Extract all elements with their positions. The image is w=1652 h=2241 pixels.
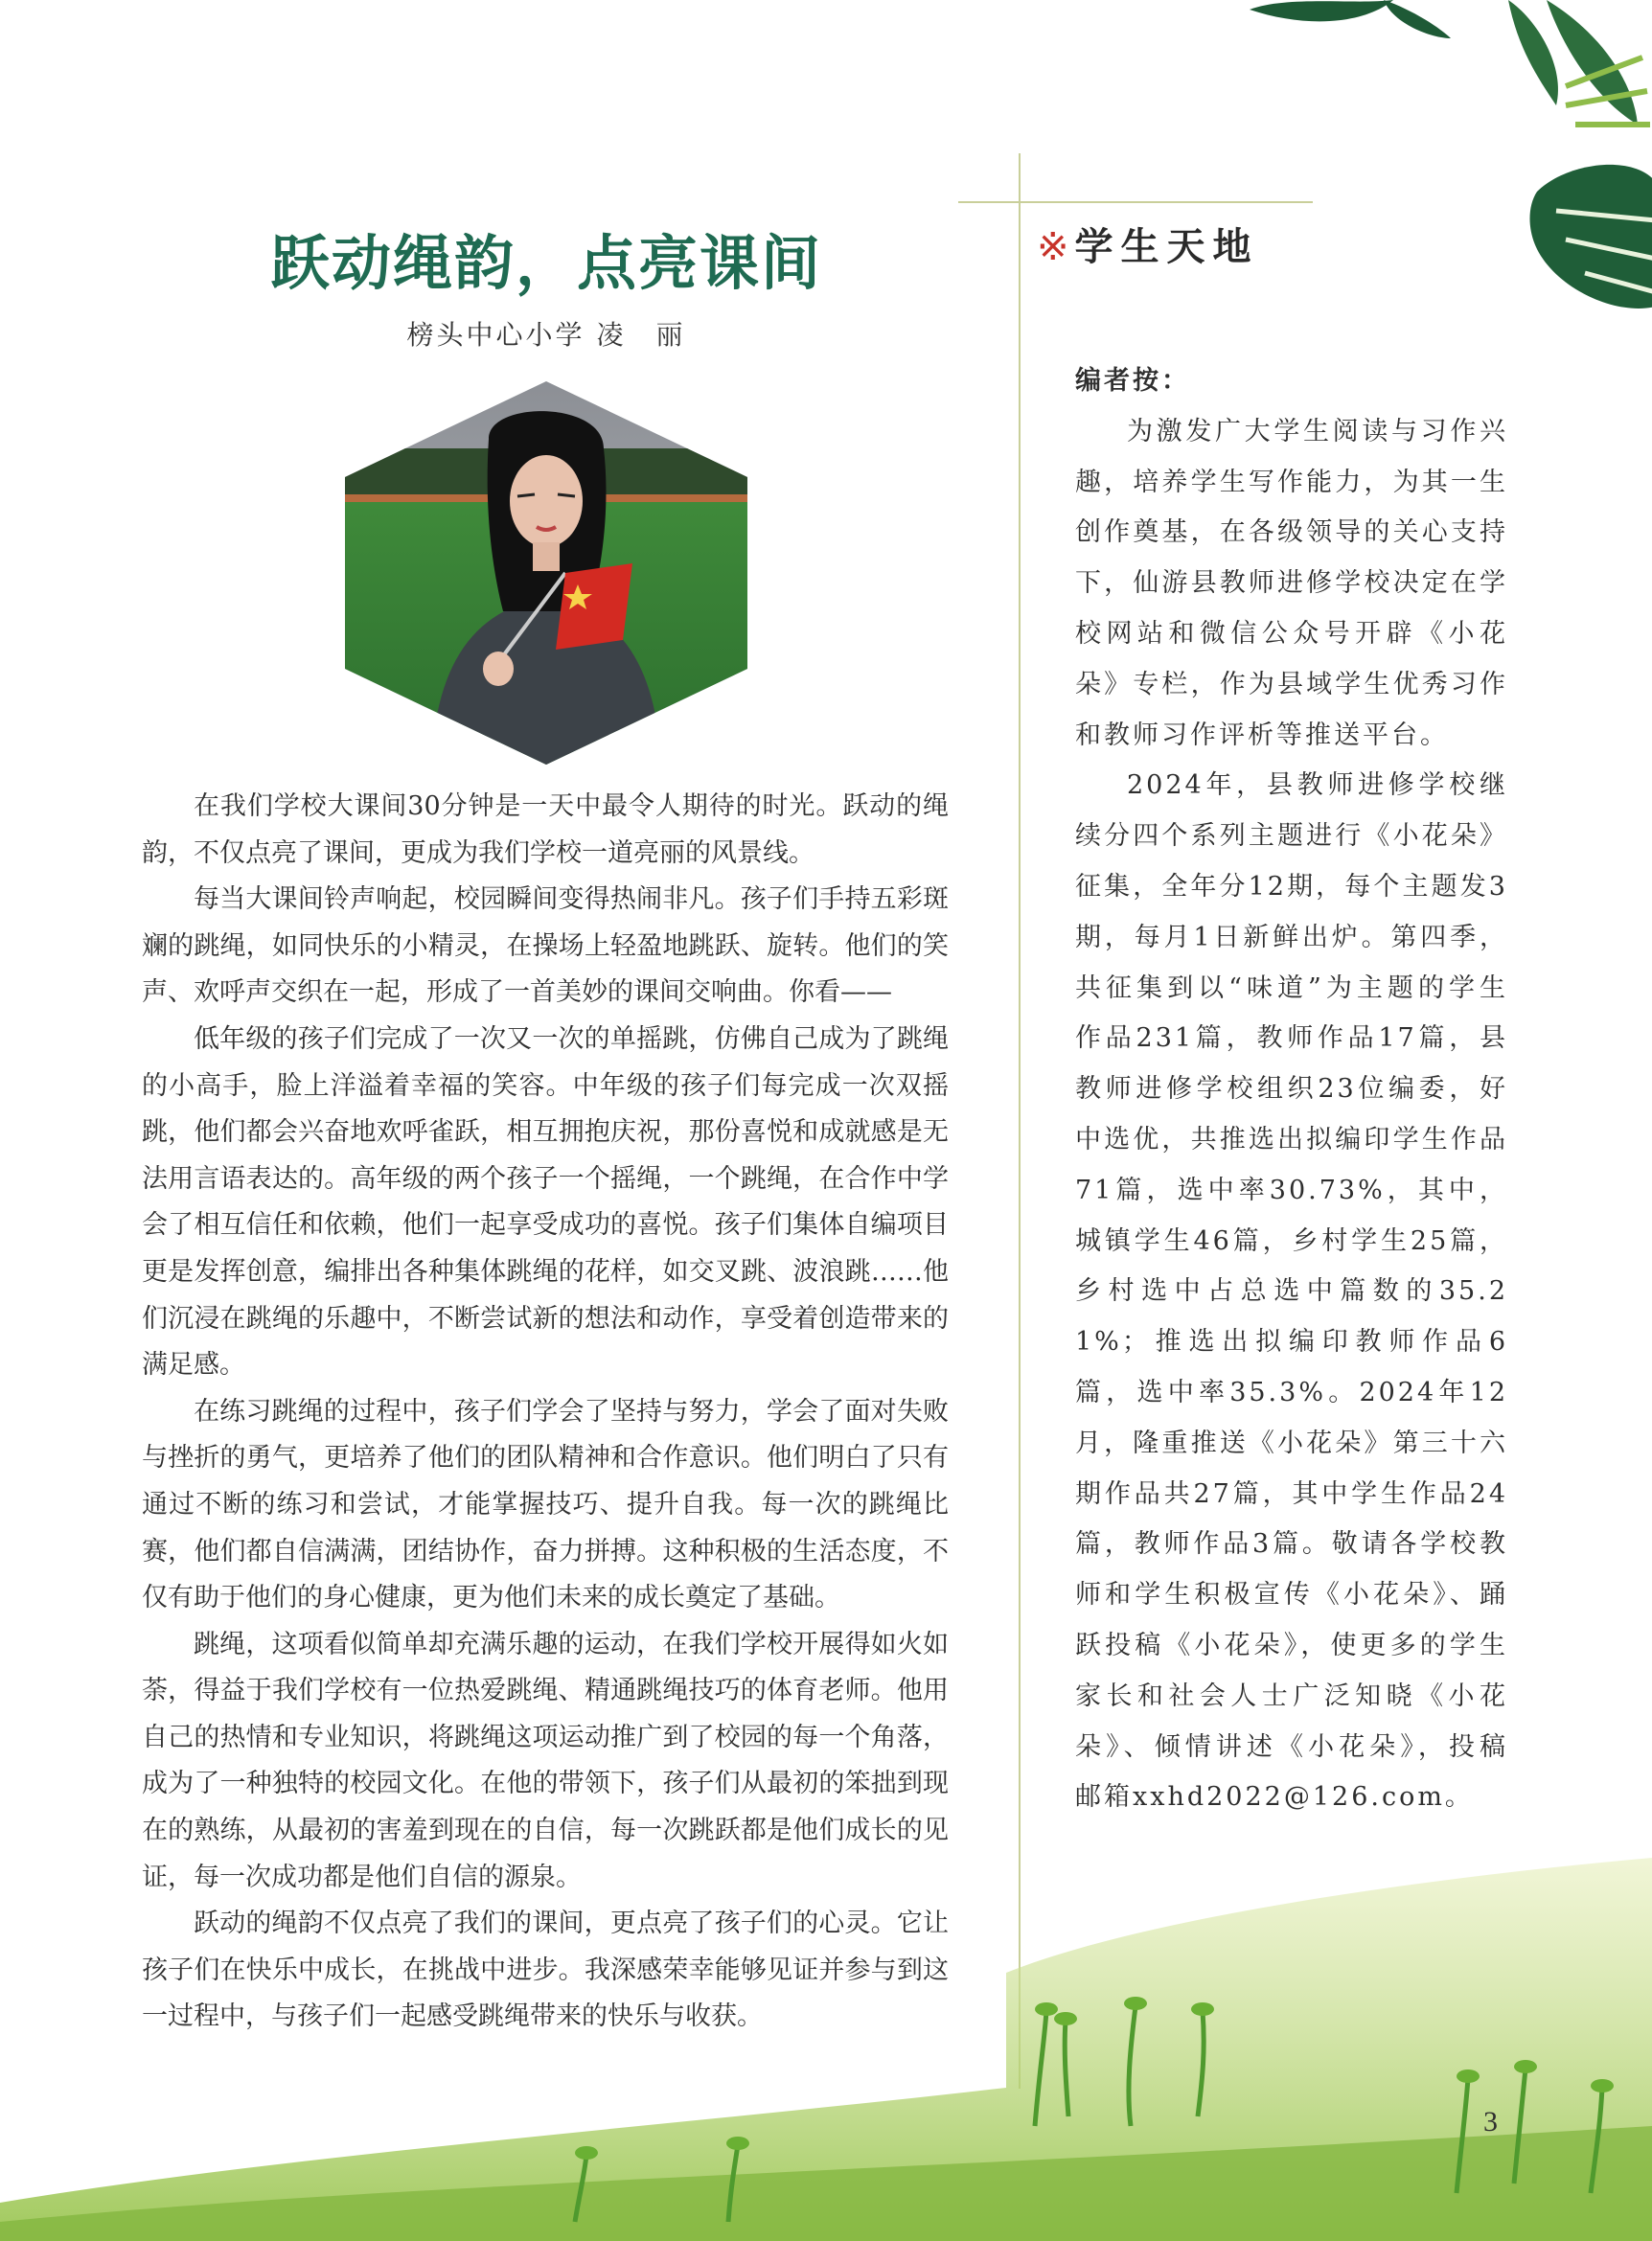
grass-decoration — [0, 1839, 1652, 2241]
article-title: 跃动绳韵，点亮课间 — [269, 228, 822, 298]
editor-paragraph: 2024年，县教师进修学校继续分四个系列主题进行《小花朵》征集，全年分12期，每个主题发3期，每月1日新鲜出炉。第四季，共征集到以“味道”为主题的学生作品231篇，教师作品17篇，县教师进修学校组织23位编委，好中选优，共推选出拟编印学生作品71篇，选中率30.73%，其中，城镇学生46篇，乡村学生25篇，乡村选中占总选中篇数的35.21%；推选出拟编印教师作品6篇，选中率35.3%。2024年12月，隆重推送《小花朵》第三十六期作品共27篇，其中学生作品24篇，教师作品3篇。敬请各学校教师和学生积极宣传《小花朵》、踊跃投稿《小花朵》，使更多的学生家长和社会人士广泛知晓《小花朵》、倾情讲述《小花朵》，投稿邮箱xxhd2022@126.com。 — [1075, 770, 1508, 1813]
article-paragraph: 在练习跳绳的过程中，孩子们学会了坚持与努力，学会了面对失败与挫折的勇气，更培养了他们的团队精神和合作意识。他们明白了只有通过不断的练习和尝试，才能掌握技巧、提升自我。每一次的跳绳比赛，他们都自信满满，团结协作，奋力拼搏。这种积极的生活态度，不仅有助于他们的身心健康，更为他们未来的成长奠定了基础。 — [142, 1396, 949, 1613]
article-paragraph: 跃动的绳韵不仅点亮了我们的课间，更点亮了孩子们的心灵。它让孩子们在快乐中成长，在挑战中进步。我深感荣幸能够见证并参与到这一过程中，与孩子们一起感受跳绳带来的快乐与收获。 — [142, 1909, 949, 2032]
article-paragraph: 每当大课间铃声响起，校园瞬间变得热闹非凡。孩子们手持五彩斑斓的跳绳，如同快乐的小精灵，在操场上轻盈地跳跃、旋转。他们的笑声、欢呼声交织在一起，形成了一首美妙的课间交响曲。你看—— — [142, 884, 949, 1008]
reference-mark-icon: ※ — [1037, 225, 1069, 269]
column-divider-vertical — [1019, 153, 1021, 2089]
article-paragraph: 低年级的孩子们完成了一次又一次的单摇跳，仿佛自己成为了跳绳的小高手，脸上洋溢着幸福的笑容。中年级的孩子们每完成一次双摇跳，他们都会兴奋地欢呼雀跃，相互拥抱庆祝，那份喜悦和成就感是无法用言语表达的。高年级的两个孩子一个摇绳，一个跳绳，在合作中学会了相互信任和依赖，他们一起享受成功的喜悦。孩子们集体自编项目更是发挥创意，编排出各种集体跳绳的花样，如交叉跳、波浪跳……他们沉浸在跳绳的乐趣中，不断尝试新的想法和动作，享受着创造带来的满足感。 — [142, 1023, 949, 1381]
column-divider-horizontal — [958, 201, 1313, 203]
page-number: 3 — [1483, 2106, 1498, 2138]
author-photo — [345, 381, 747, 765]
editor-note-label: 编者按： — [1075, 366, 1190, 396]
article-paragraph: 跳绳，这项看似简单却充满乐趣的运动，在我们学校开展得如火如荼，得益于我们学校有一位热爱跳绳、精通跳绳技巧的体育老师。他用自己的热情和专业知识，将跳绳这项运动推广到了校园的每一个角落，成为了一种独特的校园文化。在他的带领下，孩子们从最初的笨拙到现在的熟练，从最初的害羞到现在的自信，每一次跳跃都是他们成长的见证，每一次成功都是他们自信的源泉。 — [142, 1629, 949, 1892]
section-header — [1037, 217, 1382, 271]
editor-paragraph: 为激发广大学生阅读与习作兴趣，培养学生写作能力，为其一生创作奠基，在各级领导的关心支持下，仙游县教师进修学校决定在学校网站和微信公众号开辟《小花朵》专栏，作为县域学生优秀习作和教师习作评析等推送平台。 — [1075, 416, 1508, 750]
editor-note — [1075, 356, 1508, 1823]
article-author: 榜头中心小学 凌 丽 — [406, 319, 686, 351]
article-paragraph: 在我们学校大课间30分钟是一天中最令人期待的时光。跃动的绳韵，不仅点亮了课间，更成为我们学校一道亮丽的风景线。 — [142, 791, 949, 868]
section-title: 学生天地 — [1074, 224, 1259, 269]
